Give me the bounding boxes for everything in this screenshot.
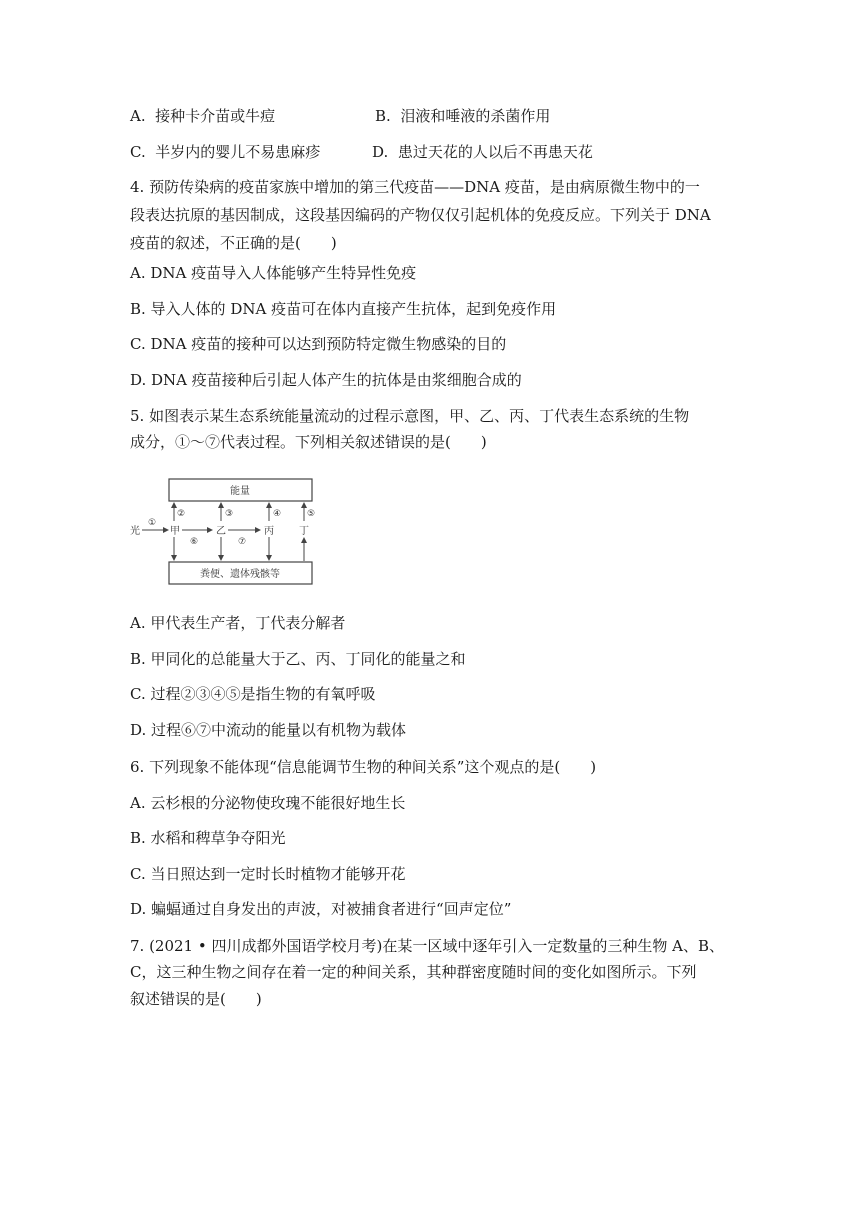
q4-option-b: B. 导入人体的 DNA 疫苗可在体内直接产生抗体，起到免疫作用: [130, 300, 557, 318]
energy-flow-diagram: [128, 475, 318, 587]
node-ding: 丁: [299, 526, 309, 537]
q7-stem-line-3: 叙述错误的是( ): [130, 990, 262, 1008]
option-label: A.: [130, 107, 146, 125]
step-3: ③: [225, 509, 234, 519]
q4-stem-line-1: 4. 预防传染病的疫苗家族中增加的第三代疫苗——DNA 疫苗，是由病原微生物中的一: [130, 178, 700, 196]
step-6: ⑥: [190, 537, 199, 547]
q5-stem-line-2: 成分，①～⑦代表过程。下列相关叙述错误的是( ): [130, 433, 487, 451]
step-5: ⑤: [307, 509, 316, 519]
light-label: 光: [130, 526, 140, 537]
q6-stem-line-1: 6. 下列现象不能体现“信息能调节生物的种间关系”这个观点的是( ): [130, 758, 597, 776]
q4-stem-line-2: 段表达抗原的基因制成，这段基因编码的产物仅仅引起机体的免疫反应。下列关于 DNA: [130, 206, 711, 224]
q6-option-c: C. 当日照达到一定时长时植物才能够开花: [130, 865, 406, 883]
option-text: 半岁内的婴儿不易患麻疹: [155, 143, 321, 161]
q4-stem-line-3: 疫苗的叙述，不正确的是( ): [130, 234, 337, 252]
q5-option-d: D. 过程⑥⑦中流动的能量以有机物为载体: [130, 721, 407, 739]
q5-stem-line-1: 5. 如图表示某生态系统能量流动的过程示意图，甲、乙、丙、丁代表生态系统的生物: [130, 407, 690, 425]
option-label: C.: [130, 143, 146, 161]
q7-stem-line-2: C，这三种生物之间存在着一定的种间关系，其种群密度随时间的变化如图所示。下列: [130, 963, 697, 981]
q3-option-b: [375, 106, 550, 126]
option-text: 接种卡介苗或牛痘: [155, 107, 276, 125]
q6-option-a: A. 云杉根的分泌物使玫瑰不能很好地生长: [130, 794, 406, 812]
q6-option-d: D. 蝙蝠通过自身发出的声波，对被捕食者进行“回声定位”: [130, 900, 512, 918]
q6-option-b: B. 水稻和稗草争夺阳光: [130, 829, 286, 847]
node-yi: 乙: [216, 526, 226, 537]
node-bing: 丙: [264, 526, 274, 537]
q5-option-c: C. 过程②③④⑤是指生物的有氧呼吸: [130, 685, 376, 703]
option-label: B.: [375, 107, 391, 125]
option-text: 泪液和唾液的杀菌作用: [400, 107, 551, 125]
q4-option-d: D. DNA 疫苗接种后引起人体产生的抗体是由浆细胞合成的: [130, 371, 522, 389]
q3-option-a: [130, 106, 275, 126]
q4-option-c: C. DNA 疫苗的接种可以达到预防特定微生物感染的目的: [130, 335, 507, 353]
energy-box-label: 能量: [230, 486, 250, 497]
q3-option-c: [130, 142, 320, 162]
step-2: ②: [177, 509, 186, 519]
step-4: ④: [273, 509, 282, 519]
option-label: D.: [372, 143, 389, 161]
q3-option-d: [372, 142, 593, 162]
q5-option-a: A. 甲代表生产者，丁代表分解者: [130, 614, 346, 632]
q7-stem-line-1: 7. (2021 • 四川成都外国语学校月考)在某一区域中逐年引入一定数量的三种生物 A、B、: [130, 937, 724, 955]
node-jia: 甲: [170, 526, 180, 537]
step-1: ①: [148, 518, 157, 528]
waste-box-label: 粪便、遗体残骸等: [200, 569, 280, 580]
q4-option-a: A. DNA 疫苗导入人体能够产生特异性免疫: [130, 264, 417, 282]
step-7: ⑦: [238, 537, 247, 547]
option-text: 患过天花的人以后不再患天花: [397, 143, 593, 161]
q5-option-b: B. 甲同化的总能量大于乙、丙、丁同化的能量之和: [130, 650, 466, 668]
